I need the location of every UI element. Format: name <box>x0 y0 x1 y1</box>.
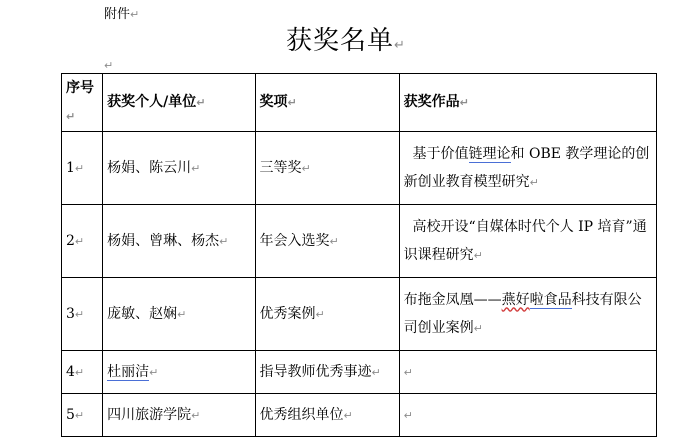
paragraph-mark-icon: ↵ <box>219 234 229 248</box>
paragraph-mark-icon: ↵ <box>403 408 413 422</box>
cell-work: 基于价值链理论和 OBE 教学理论的创新创业教育模型研究↵ <box>399 132 656 205</box>
cell-seq: 3↵ <box>62 278 103 351</box>
grammar-marked-text: 链理论 <box>468 145 511 162</box>
cell-award: 指导教师优秀事迹↵ <box>255 351 399 394</box>
table-row <box>62 278 657 351</box>
cell-winner <box>103 351 255 394</box>
paragraph-mark-icon: ↵ <box>177 307 187 321</box>
paragraph-mark-icon: ↵ <box>403 365 413 379</box>
table-row <box>62 394 657 437</box>
cell-winner: 庞敏、赵娴↵ <box>103 278 255 351</box>
cell-winner: 杨娟、曾琳、杨杰↵ <box>103 205 255 278</box>
header-work: 获奖作品↵ <box>399 74 656 132</box>
cell-seq: 2↵ <box>62 205 103 278</box>
paragraph-mark-icon: ↵ <box>196 96 206 109</box>
spelling-marked-text: 燕好 <box>501 291 530 308</box>
table-row <box>62 351 657 394</box>
table-row <box>62 205 657 278</box>
cell-work: 高校开设“自媒体时代个人 IP 培育”通识课程研究↵ <box>399 205 656 278</box>
paragraph-mark-icon: ↵ <box>329 234 339 248</box>
cell-work <box>399 394 656 437</box>
paragraph-mark-icon: ↵ <box>459 96 469 109</box>
paragraph-mark-icon: ↵ <box>149 365 159 379</box>
award-table <box>61 73 657 437</box>
paragraph-mark-icon: ↵ <box>473 321 483 335</box>
cell-award: 年会入选奖↵ <box>255 205 399 278</box>
paragraph-mark-icon: ↵ <box>74 307 85 321</box>
header-winner: 获奖个人/单位↵ <box>103 74 255 132</box>
paragraph-mark-icon: ↵ <box>74 234 85 248</box>
paragraph-mark-icon: ↵ <box>104 59 114 72</box>
paragraph-mark-icon: ↵ <box>371 365 381 379</box>
cell-winner: 四川旅游学院↵ <box>103 394 255 437</box>
attachment-label: 附件↵ <box>104 7 140 22</box>
table-header-row <box>62 74 657 132</box>
paragraph-mark-icon: ↵ <box>394 38 406 53</box>
cell-seq: 4↵ <box>62 351 103 394</box>
grammar-marked-text: 啦食品 <box>529 291 572 308</box>
paragraph-mark-icon: ↵ <box>343 408 353 422</box>
paragraph-mark-icon: ↵ <box>74 365 85 379</box>
cell-award: 三等奖↵ <box>255 132 399 205</box>
header-seq: 序号↵ <box>62 74 103 132</box>
paragraph-mark-icon: ↵ <box>74 408 85 422</box>
table-row <box>62 132 657 205</box>
paragraph-mark-icon: ↵ <box>74 161 85 175</box>
cell-award: 优秀组织单位↵ <box>255 394 399 437</box>
page-title: 获奖名单↵ <box>286 26 406 56</box>
cell-seq: 1↵ <box>62 132 103 205</box>
cell-work: 布拖金凤凰——燕好啦食品科技有限公司创业案例↵ <box>399 278 656 351</box>
cell-award: 优秀案例↵ <box>255 278 399 351</box>
paragraph-mark-icon: ↵ <box>529 175 539 189</box>
paragraph-mark-icon: ↵ <box>130 8 140 21</box>
cell-work <box>399 351 656 394</box>
grammar-marked-text: 杜丽洁 <box>107 363 150 380</box>
paragraph-mark-icon: ↵ <box>301 161 311 175</box>
cell-seq: 5↵ <box>62 394 103 437</box>
paragraph-mark-icon: ↵ <box>191 161 201 175</box>
paragraph-mark-icon: ↵ <box>191 408 201 422</box>
paragraph-mark-icon: ↵ <box>287 96 297 109</box>
paragraph-mark-icon: ↵ <box>473 248 483 262</box>
header-award: 奖项↵ <box>255 74 399 132</box>
paragraph-mark-icon: ↵ <box>315 307 325 321</box>
cell-winner: 杨娟、陈云川↵ <box>103 132 255 205</box>
paragraph-mark-icon: ↵ <box>66 110 76 123</box>
